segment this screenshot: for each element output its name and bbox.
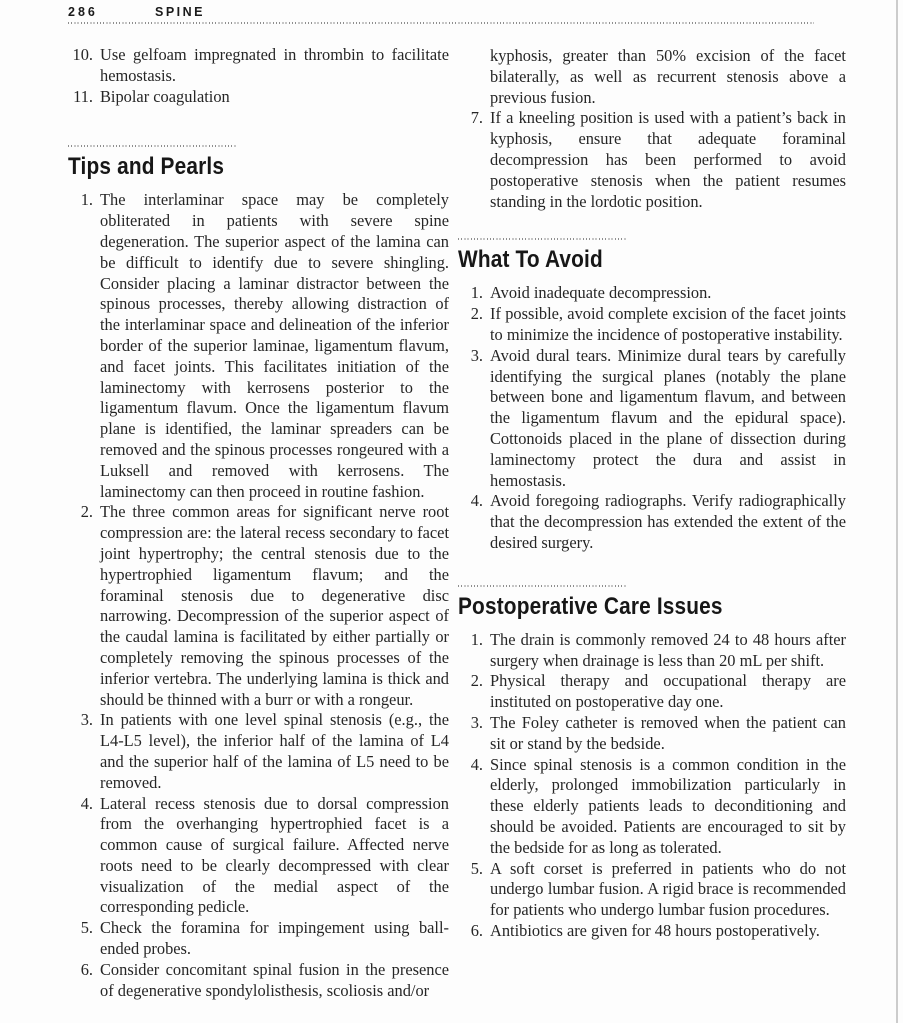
postoperative-care-issues-list xyxy=(458,630,846,942)
list-item xyxy=(458,491,846,553)
page-number: 286 xyxy=(68,5,98,19)
what-to-avoid-list xyxy=(458,283,846,553)
header-rule xyxy=(68,22,814,24)
list-item-text: The three common areas for significant nerve root compression are: the lateral recess secondary to facet joint hypertrophy; the central stenosis due to the hypertrophied ligamentum flavum; and the foraminal stenosis due to degenerative disc narrowing. Decompression of the superior aspect of the caudal lamina is facilitated by either partially or completely removing the spinous processes of the inferior vertebra. The underlying lamina is thick and should be thinned with a burr or with a rongeur. xyxy=(100,502,449,709)
list-item-number: 5. xyxy=(470,858,483,878)
section-postoperative-care-issues xyxy=(458,585,846,942)
list-item-text: Physical therapy and occupational therapy are instituted on postoperative day one. xyxy=(490,671,846,712)
list-item xyxy=(68,45,449,87)
list-item xyxy=(68,190,449,502)
list-item-text: Avoid dural tears. Minimize dural tears by carefully identifying the surgical planes (notably the plane between bone and ligamentum flavum, and between the ligamentum flavum and the epidural space). Cottonoids placed in the plane of dissection during laminectomy protect the dura and assist in hemostasis. xyxy=(490,345,846,490)
list-item xyxy=(458,108,846,212)
list-item xyxy=(458,304,846,346)
list-item-text: Lateral recess stenosis due to dorsal compression from the overhanging hypertrophied facet is a common cause of surgical failure. Affected nerve roots need to be clearly decompressed with clear visualization of the medial aspect of the corresponding pedicle. xyxy=(100,793,449,917)
list-item xyxy=(458,921,846,942)
list-item-text: The drain is commonly removed 24 to 48 hours after surgery when drainage is less than 20 mL per shift. xyxy=(490,629,846,670)
list-item-number: 4. xyxy=(470,754,483,774)
list-item-text: If a kneeling position is used with a patient’s back in kyphosis, ensure that adequate foraminal decompression has been performed to avoid postoperative stenosis when the patient resumes standing in the lordotic position. xyxy=(490,108,846,211)
list-item-text: The interlaminar space may be completely obliterated in patients with severe spine degeneration. The superior aspect of the lamina can be difficult to identify due to severe shingling. Consider placing a laminar distractor between the spinous processes, thereby allowing distraction of the interlaminar space and delineation of the inferior border of the superior laminae, ligamentum flavum, and facet joints. This facilitates initiation of the laminectomy with kerrosens posterior to the ligamentum flavum. Once the ligamentum flavum plane is identified, the laminar spreaders can be removed and the spinous processes rongeured with a Luksell and removed with kerrosens. The laminectomy can then proceed in routine fashion. xyxy=(100,190,449,501)
list-item-text: In patients with one level spinal stenosis (e.g., the L4-L5 level), the inferior half of the lamina of L4 and the superior half of the lamina of L5 need to be removed. xyxy=(100,710,449,792)
list-item-number: 6. xyxy=(470,920,483,940)
list-item-number: 3. xyxy=(470,712,483,732)
list-item-text: A soft corset is preferred in patients who do not undergo lumbar fusion. A rigid brace is recommended for patients who undergo lumbar fusion procedures. xyxy=(490,858,846,920)
list-item-number: 4. xyxy=(470,491,483,511)
list-item-text: The Foley catheter is removed when the patient can sit or stand by the bedside. xyxy=(490,712,846,753)
list-item-text: Since spinal stenosis is a common condition in the elderly, prolonged immobilization particularly in these elderly patients leads to deconditioning and should be avoided. Patients are encouraged to sit by the bedside for as long as tolerated. xyxy=(490,754,846,857)
list-item xyxy=(458,283,846,304)
section-divider xyxy=(458,238,626,240)
page-edge-line xyxy=(896,0,898,1023)
list-item xyxy=(68,960,449,1002)
list-item xyxy=(68,794,449,919)
list-item xyxy=(458,346,846,492)
item-6-continuation-text: kyphosis, greater than 50% excision of the facet bilaterally, as well as recurrent stenosis above a previous fusion. xyxy=(490,46,846,107)
left-column xyxy=(68,40,449,1001)
list-item-number: 4. xyxy=(80,793,93,813)
list-item-number: 5. xyxy=(80,918,93,938)
section-divider xyxy=(458,585,626,587)
section-tips-and-pearls xyxy=(68,145,449,1001)
section-divider xyxy=(68,145,236,147)
right-column xyxy=(458,40,846,942)
list-item-number: 3. xyxy=(470,345,483,365)
list-item xyxy=(68,87,449,108)
list-item xyxy=(458,713,846,755)
list-item-number: 2. xyxy=(470,304,483,324)
list-item-number: 1. xyxy=(470,283,483,303)
list-item xyxy=(68,918,449,960)
surgical-steps-continuation-list xyxy=(68,45,449,107)
tips-and-pearls-list-continued xyxy=(458,108,846,212)
list-item-number: 3. xyxy=(80,710,93,730)
list-item xyxy=(68,502,449,710)
list-item-number: 1. xyxy=(80,190,93,210)
list-item-number: 2. xyxy=(470,671,483,691)
list-item-number: 2. xyxy=(80,502,93,522)
list-item-text: Avoid foregoing radiographs. Verify radiographically that the decompression has extended the extent of the desired surgery. xyxy=(490,491,846,552)
list-item-text: Consider concomitant spinal fusion in the presence of degenerative spondylolisthesis, scoliosis and/or xyxy=(100,959,449,1000)
tips-and-pearls-list xyxy=(68,190,449,1001)
list-item-text: Check the foramina for impingement using ball-ended probes. xyxy=(100,918,449,959)
list-item-number: 7. xyxy=(470,108,483,128)
list-item-number: 1. xyxy=(470,629,483,649)
section-what-to-avoid xyxy=(458,238,846,553)
list-item xyxy=(458,671,846,713)
list-item xyxy=(458,859,846,921)
list-item xyxy=(68,710,449,793)
list-item-number: 10. xyxy=(72,45,93,64)
list-item-number: 6. xyxy=(80,959,93,979)
list-item-text: Antibiotics are given for 48 hours postoperatively. xyxy=(490,920,820,940)
page-header xyxy=(68,3,814,27)
list-item-text: Use gelfoam impregnated in thrombin to facilitate hemostasis. xyxy=(100,45,449,85)
list-item xyxy=(458,630,846,672)
list-item-text: If possible, avoid complete excision of the facet joints to minimize the incidence of postoperative instability. xyxy=(490,304,846,344)
running-head: SPINE xyxy=(155,5,206,19)
section-title: Postoperative Care Issues xyxy=(458,592,723,620)
section-title: What To Avoid xyxy=(458,246,603,274)
list-item xyxy=(458,755,846,859)
list-item-text: Bipolar coagulation xyxy=(100,86,230,106)
section-title: Tips and Pearls xyxy=(68,153,225,181)
list-item-number: 11. xyxy=(73,86,93,106)
list-item-text: Avoid inadequate decompression. xyxy=(490,283,712,303)
